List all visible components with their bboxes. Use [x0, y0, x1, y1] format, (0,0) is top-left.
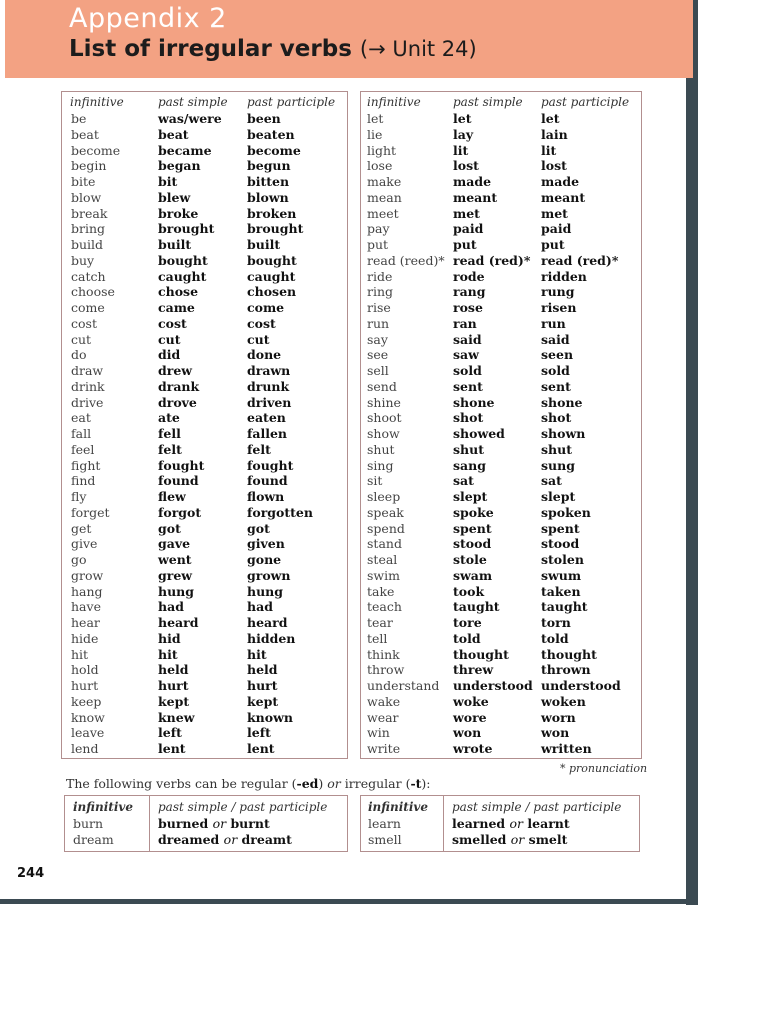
verb-cell: rode	[453, 268, 485, 284]
verb-cell: took	[453, 583, 485, 599]
small-infinitive: burn	[73, 816, 104, 831]
left-head-past-simple: past simple	[158, 95, 228, 109]
verb-cell: broke	[158, 205, 199, 221]
verb-cell: grown	[247, 567, 291, 583]
verb-cell: sit	[367, 473, 383, 489]
verb-cell: drink	[71, 378, 105, 394]
verb-cell: wore	[453, 709, 487, 725]
verb-cell: let	[541, 111, 560, 126]
verb-cell: put	[541, 237, 565, 252]
small-forms: burned or burnt	[158, 816, 270, 831]
verb-cell: felt	[158, 441, 182, 457]
right-small-divider	[443, 796, 444, 851]
verb-cell: read (red)*	[541, 252, 619, 268]
verb-cell: showed	[453, 426, 505, 441]
header-band	[5, 0, 693, 78]
right-head-past-simple: past simple	[453, 95, 523, 109]
verb-cell: bitten	[247, 174, 290, 189]
verb-cell: held	[247, 662, 278, 678]
verb-cell: understand	[367, 678, 440, 693]
verb-cell: beaten	[247, 126, 295, 142]
verb-cell: wake	[367, 693, 401, 709]
left-past-participle-column	[247, 111, 313, 757]
verb-cell: cut	[247, 331, 270, 347]
verb-cell: shut	[541, 441, 572, 457]
small-forms: dreamed or dreamt	[158, 832, 292, 847]
verb-cell: shot	[453, 410, 484, 426]
verb-cell: ridden	[541, 268, 587, 284]
verb-cell: met	[453, 205, 480, 221]
page-edge	[686, 0, 698, 905]
verb-cell: flew	[158, 489, 186, 504]
verb-cell: lit	[541, 142, 557, 158]
verb-cell: teach	[367, 599, 402, 615]
verb-cell: fought	[247, 457, 294, 473]
verb-cell: shown	[541, 426, 586, 441]
verb-cell: sat	[453, 473, 474, 489]
verb-cell: begun	[247, 158, 291, 174]
verb-cell: forget	[71, 504, 110, 520]
verb-cell: read (red)*	[453, 252, 531, 268]
intro-ed: -ed	[296, 776, 319, 791]
verb-cell: drove	[158, 394, 197, 410]
verb-cell: fall	[71, 426, 92, 441]
verb-cell: shut	[453, 441, 484, 457]
verb-cell: sell	[367, 363, 389, 378]
verb-cell: put	[367, 237, 389, 252]
verb-cell: told	[453, 630, 481, 646]
verb-cell: understood	[541, 678, 621, 693]
left-infinitive-column	[71, 111, 120, 757]
verb-cell: taught	[541, 599, 588, 615]
verb-cell: shone	[453, 394, 495, 410]
verb-cell: make	[367, 174, 402, 189]
verb-cell: tore	[453, 615, 482, 630]
verb-cell: become	[247, 142, 301, 158]
verb-cell: met	[541, 205, 568, 221]
verb-cell: stolen	[541, 552, 584, 567]
verb-cell: eat	[71, 410, 91, 426]
verb-cell: won	[541, 725, 570, 741]
intro-text-1: The following verbs can be regular (	[66, 776, 297, 791]
appendix-label: Appendix 2	[69, 3, 227, 34]
verb-cell: went	[158, 552, 192, 567]
verb-cell: mean	[367, 189, 402, 205]
verb-cell: swum	[541, 567, 582, 583]
verb-cell: know	[71, 709, 105, 725]
verb-cell: put	[453, 237, 477, 252]
verb-cell: rung	[541, 284, 575, 300]
small-forms: smelled or smelt	[452, 832, 568, 847]
verb-cell: told	[541, 630, 569, 646]
verb-cell: lay	[453, 126, 474, 142]
verb-cell: drank	[158, 378, 200, 394]
verb-cell: throw	[367, 662, 405, 678]
verb-cell: caught	[247, 268, 296, 284]
verb-cell: lent	[247, 741, 275, 756]
right-regular-irregular-table	[360, 795, 640, 852]
verb-cell: known	[247, 709, 293, 725]
verb-cell: grow	[71, 567, 104, 583]
verb-cell: think	[367, 646, 400, 662]
verb-cell: go	[71, 552, 87, 567]
verb-cell: buy	[71, 252, 95, 268]
verb-cell: draw	[71, 363, 104, 378]
verb-cell: cost	[71, 315, 97, 331]
verb-cell: stand	[367, 536, 402, 552]
verb-cell: sang	[453, 457, 486, 473]
verb-cell: stood	[541, 536, 580, 552]
verb-cell: tear	[367, 615, 393, 630]
verb-cell: ring	[367, 284, 394, 300]
verb-cell: drew	[158, 363, 193, 378]
verb-cell: slept	[453, 489, 488, 504]
verb-cell: gone	[247, 552, 282, 567]
verb-cell: take	[367, 583, 395, 599]
verb-cell: came	[158, 300, 195, 315]
verb-cell: kept	[158, 693, 190, 709]
right-small-head-infinitive: infinitive	[368, 800, 428, 814]
verb-cell: win	[367, 725, 390, 741]
verb-cell: cost	[158, 315, 187, 331]
verb-cell: write	[367, 741, 401, 756]
right-small-head-forms: past simple / past participle	[452, 800, 622, 814]
verb-cell: fought	[158, 457, 205, 473]
verb-cell: run	[367, 315, 390, 331]
verb-cell: woken	[541, 693, 586, 709]
verb-cell: hang	[71, 583, 103, 599]
verb-cell: hit	[247, 646, 267, 662]
verb-cell: chosen	[247, 284, 297, 300]
verb-cell: got	[247, 520, 270, 536]
verb-cell: said	[541, 331, 570, 347]
intro-or: or	[327, 776, 341, 791]
verb-cell: meant	[541, 189, 586, 205]
verb-cell: cut	[158, 331, 181, 347]
verb-cell: fly	[71, 489, 87, 504]
small-infinitive: smell	[368, 832, 402, 847]
verb-cell: do	[71, 347, 87, 363]
verb-cell: beat	[71, 126, 99, 142]
verb-cell: written	[541, 741, 592, 756]
verb-cell: built	[158, 237, 192, 252]
left-past-simple-column	[158, 111, 222, 757]
page-number: 244	[17, 866, 45, 881]
verb-cell: lose	[367, 158, 393, 174]
verb-cell: spoke	[453, 504, 494, 520]
verb-cell: heard	[247, 615, 288, 630]
verb-cell: meant	[453, 189, 498, 205]
verb-cell: come	[71, 300, 105, 315]
pronunciation-footnote: * pronunciation	[560, 762, 648, 775]
verb-cell: catch	[71, 268, 106, 284]
verb-cell: fight	[71, 457, 101, 473]
verb-cell: thought	[453, 646, 509, 662]
verb-cell: sold	[541, 363, 570, 378]
small-infinitive: learn	[368, 816, 401, 831]
right-past-simple-column	[453, 111, 533, 757]
verb-cell: became	[158, 142, 212, 158]
left-small-head-forms: past simple / past participle	[158, 800, 328, 814]
verb-cell: chose	[158, 284, 199, 300]
verb-cell: sent	[541, 378, 571, 394]
verb-cell: spend	[367, 520, 405, 536]
verb-cell: found	[158, 473, 199, 489]
verb-cell: sold	[453, 363, 482, 378]
verb-cell: held	[158, 662, 189, 678]
verb-cell: sat	[541, 473, 562, 489]
verb-cell: had	[247, 599, 273, 615]
verb-cell: lie	[367, 126, 383, 142]
verb-cell: wear	[367, 709, 399, 725]
verb-cell: swim	[367, 567, 400, 583]
verb-cell: saw	[453, 347, 479, 363]
verb-cell: taken	[541, 583, 581, 599]
verb-cell: beat	[158, 126, 189, 142]
verb-cell: sleep	[367, 489, 401, 504]
verb-cell: worn	[541, 709, 576, 725]
verb-cell: felt	[247, 441, 271, 457]
verb-cell: bring	[71, 221, 106, 237]
verb-cell: left	[158, 725, 182, 741]
verb-cell: sing	[367, 457, 394, 473]
verb-cell: become	[71, 142, 121, 158]
verb-cell: bit	[158, 174, 178, 189]
verb-cell: come	[247, 300, 285, 315]
verb-cell: knew	[158, 709, 195, 725]
verb-cell: leave	[71, 725, 105, 741]
verb-cell: have	[71, 599, 101, 615]
title-text: List of irregular verbs	[69, 36, 352, 62]
verb-cell: choose	[71, 284, 115, 300]
verb-cell: threw	[453, 662, 494, 678]
verb-cell: brought	[247, 221, 304, 237]
verb-cell: stood	[453, 536, 492, 552]
verb-cell: show	[367, 426, 400, 441]
verb-cell: stole	[453, 552, 487, 567]
left-small-head-infinitive: infinitive	[73, 800, 133, 814]
page-bottom-rule	[0, 899, 698, 904]
verb-cell: forgotten	[247, 504, 313, 520]
verb-cell: shine	[367, 394, 401, 410]
verb-cell: hear	[71, 615, 100, 630]
intro-t: -t	[410, 776, 422, 791]
verb-cell: ran	[453, 315, 477, 331]
verb-cell: hurt	[247, 678, 278, 693]
verb-cell: gave	[158, 536, 191, 552]
verb-cell: built	[247, 237, 281, 252]
verb-cell: swam	[453, 567, 493, 583]
verb-cell: risen	[541, 300, 577, 315]
verb-cell: break	[71, 205, 108, 221]
verb-cell: find	[71, 473, 96, 489]
verb-cell: lost	[541, 158, 567, 174]
verb-cell: sent	[453, 378, 483, 394]
intro-text-3: irregular (	[340, 776, 411, 791]
verb-cell: hidden	[247, 630, 296, 646]
verb-cell: blown	[247, 189, 289, 205]
right-infinitive-column	[367, 111, 445, 757]
right-head-past-participle: past participle	[541, 95, 630, 109]
verb-cell: been	[247, 111, 281, 126]
verb-cell: hit	[71, 646, 89, 662]
verb-cell: begin	[71, 158, 107, 174]
verb-cell: given	[247, 536, 285, 552]
verb-cell: lent	[158, 741, 186, 756]
verb-cell: tell	[367, 630, 388, 646]
verb-cell: cost	[247, 315, 276, 331]
verb-cell: got	[158, 520, 181, 536]
verb-cell: steal	[367, 552, 398, 567]
verb-cell: lain	[541, 126, 568, 142]
verb-cell: fallen	[247, 426, 288, 441]
verb-cell: let	[453, 111, 472, 126]
verb-cell: rise	[367, 300, 391, 315]
verb-cell: light	[367, 142, 397, 158]
verb-cell: made	[453, 174, 492, 189]
small-forms: learned or learnt	[452, 816, 570, 831]
verb-cell: thought	[541, 646, 597, 662]
verb-cell: shot	[541, 410, 572, 426]
verb-cell: ride	[367, 268, 393, 284]
verb-cell: let	[367, 111, 384, 126]
verb-cell: lit	[453, 142, 469, 158]
verb-cell: feel	[71, 441, 95, 457]
verb-cell: cut	[71, 331, 92, 347]
verb-cell: broken	[247, 205, 297, 221]
verb-cell: shut	[367, 441, 395, 457]
verb-cell: had	[158, 599, 184, 615]
verb-cell: blow	[71, 189, 102, 205]
unit-reference: (→ Unit 24)	[359, 37, 477, 61]
left-regular-irregular-table	[64, 795, 348, 852]
verb-cell: hung	[158, 583, 195, 599]
verb-cell: paid	[453, 221, 484, 237]
verb-cell: grew	[158, 567, 193, 583]
verb-cell: build	[71, 237, 104, 252]
verb-cell: won	[453, 725, 482, 741]
verb-cell: rang	[453, 284, 486, 300]
intro-text-4: ):	[421, 776, 431, 791]
verb-cell: bought	[158, 252, 208, 268]
verb-cell: spent	[541, 520, 580, 536]
verb-cell: hide	[71, 630, 99, 646]
left-head-infinitive: infinitive	[70, 95, 124, 109]
verb-cell: meet	[367, 205, 399, 221]
verb-cell: hit	[158, 646, 178, 662]
verb-cell: get	[71, 520, 92, 536]
verb-cell: torn	[541, 615, 571, 630]
verb-cell: bite	[71, 174, 96, 189]
verb-cell: seen	[541, 347, 574, 363]
verb-cell: drive	[71, 394, 104, 410]
right-head-infinitive: infinitive	[367, 95, 421, 109]
verb-cell: wrote	[453, 741, 493, 756]
small-infinitive: dream	[73, 832, 114, 847]
verb-cell: sung	[541, 457, 575, 473]
verb-cell: flown	[247, 489, 285, 504]
verb-cell: hung	[247, 583, 284, 599]
verb-cell: give	[71, 536, 98, 552]
verb-cell: drunk	[247, 378, 290, 394]
verb-cell: bought	[247, 252, 297, 268]
verb-cell: woke	[453, 693, 489, 709]
verb-cell: was/were	[158, 111, 222, 126]
verb-cell: drawn	[247, 363, 291, 378]
regular-irregular-intro	[66, 776, 431, 791]
verb-cell: send	[367, 378, 397, 394]
verb-cell: blew	[158, 189, 191, 205]
verb-cell: hurt	[71, 678, 99, 693]
verb-cell: say	[367, 331, 388, 347]
verb-cell: read (reed)*	[367, 252, 445, 268]
verb-cell: run	[541, 315, 566, 331]
verb-cell: understood	[453, 678, 533, 693]
verb-cell: did	[158, 347, 181, 363]
verb-cell: taught	[453, 599, 500, 615]
verb-cell: began	[158, 158, 201, 174]
verb-cell: shone	[541, 394, 583, 410]
intro-text-2: )	[318, 776, 328, 791]
verb-cell: ate	[158, 410, 180, 426]
verb-cell: heard	[158, 615, 199, 630]
verb-cell: shoot	[367, 410, 402, 426]
verb-cell: lost	[453, 158, 479, 174]
verb-cell: done	[247, 347, 282, 363]
verb-cell: eaten	[247, 410, 286, 426]
left-small-divider	[149, 796, 150, 851]
verb-cell: slept	[541, 489, 576, 504]
verb-cell: hold	[71, 662, 99, 678]
verb-cell: keep	[71, 693, 102, 709]
verb-cell: spent	[453, 520, 492, 536]
verb-cell: pay	[367, 221, 390, 237]
verb-cell: found	[247, 473, 288, 489]
page-title	[69, 36, 477, 62]
verb-cell: see	[367, 347, 389, 363]
verb-cell: hurt	[158, 678, 189, 693]
left-head-past-participle: past participle	[247, 95, 336, 109]
verb-cell: said	[453, 331, 482, 347]
verb-cell: speak	[367, 504, 404, 520]
right-past-participle-column	[541, 111, 621, 757]
verb-cell: brought	[158, 221, 215, 237]
verb-cell: rose	[453, 300, 483, 315]
verb-cell: left	[247, 725, 271, 741]
verb-cell: kept	[247, 693, 279, 709]
verb-cell: driven	[247, 394, 292, 410]
verb-cell: paid	[541, 221, 572, 237]
verb-cell: forgot	[158, 504, 202, 520]
verb-cell: hid	[158, 630, 181, 646]
verb-cell: thrown	[541, 662, 591, 678]
verb-cell: made	[541, 174, 580, 189]
verb-cell: spoken	[541, 504, 591, 520]
verb-cell: be	[71, 111, 87, 126]
verb-cell: caught	[158, 268, 207, 284]
verb-cell: fell	[158, 426, 181, 441]
verb-cell: lend	[71, 741, 99, 756]
